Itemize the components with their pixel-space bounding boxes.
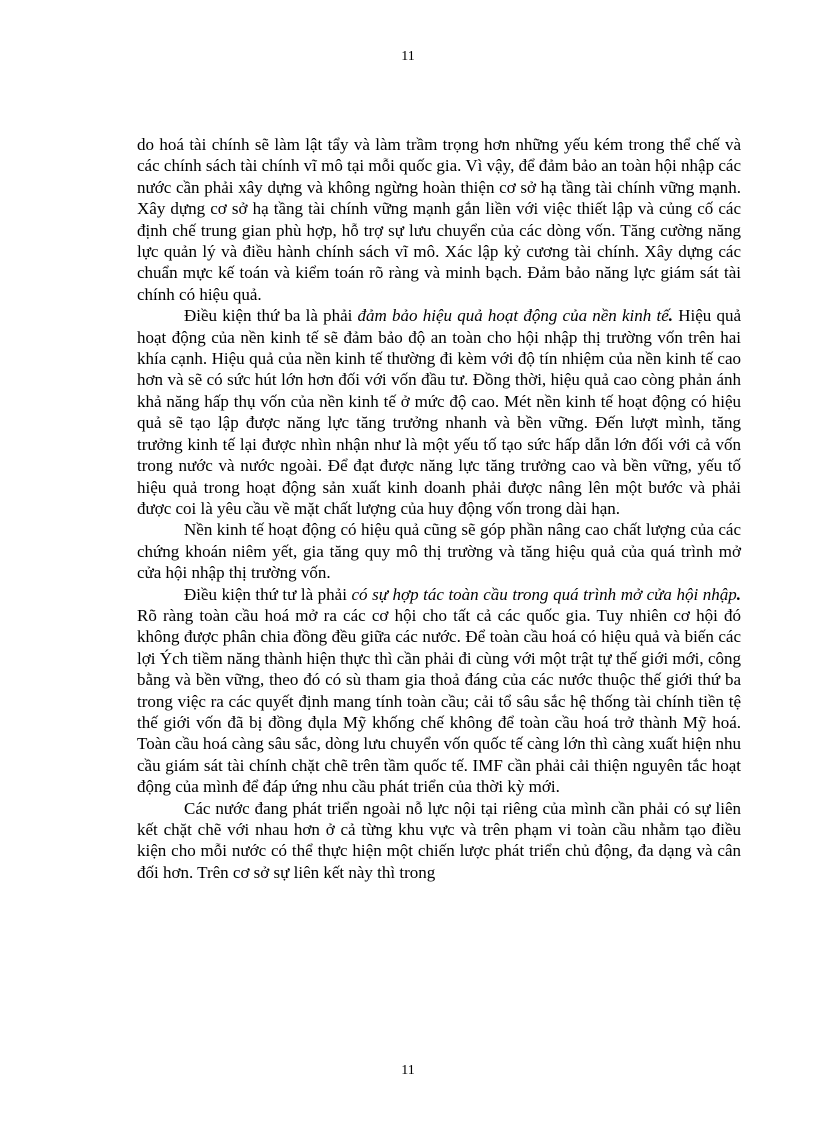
page-number-top: 11: [401, 49, 415, 64]
page-number-bottom: 11: [401, 1063, 415, 1078]
document-body: [137, 134, 741, 883]
paragraph-5: Các nước đang phát triển ngoài nỗ lực nội tại riêng của mình cần phải có sự liên kết chặt chẽ với nhau hơn ở cả từng khu vực và trên phạm vi toàn cầu nhằm tạo điều kiện cho mỗi nước có thể thực hiện một chiến lược phát triển chủ động, đa dạng và cân đối hơn. Trên cơ sở sự liên kết này thì trong: [137, 798, 741, 882]
paragraph-2: [137, 305, 741, 519]
paragraph-2-lead: Điều kiện thứ ba là phải: [184, 306, 358, 326]
paragraph-4-lead: Điều kiện thứ tư là phải: [184, 584, 352, 604]
paragraph-2-emphasis-period: .: [668, 306, 673, 326]
paragraph-3: Nền kinh tế hoạt động có hiệu quả cũng sẽ góp phần nâng cao chất lượng của các chứng khoán niêm yết, gia tăng quy mô thị trường và tăng hiệu quả của quá trình mở cửa hội nhập thị trường vốn.: [137, 520, 741, 583]
paragraph-2-emphasis: đảm bảo hiệu quả hoạt động của nền kinh tế: [357, 306, 669, 326]
paragraph-4-rest: Rõ ràng toàn cầu hoá mở ra các cơ hội cho tất cả các quốc gia. Tuy nhiên cơ hội đó không được phân chia đồng đều giữa các nước. Để toàn cầu hoá có hiệu quả và biến các lợi Ých tiềm năng thành hiện thực thì cần phải đi cùng với một trật tự thế giới mới, công bằng và bền vững, theo đó có sù tham gia thoả đáng của các nước thuộc thế giới thứ ba trong việc ra các quyết định mang tính toàn cầu; cải tổ sâu sắc hệ thống tài chính tiền tệ thế giới vốn đã bị đồng đụla Mỹ khống chế không để toàn cầu hoá trở thành Mỹ hoá. Toàn cầu hoá càng sâu sắc, dòng lưu chuyển vốn quốc tế càng lớn thì càng xuất hiện nhu cầu giám sát tài chính chặt chẽ trên tầm quốc tế. IMF cần phải cải thiện nguyên tắc hoạt động của mình để đáp ứng nhu cầu phát triển của thời kỳ mới.: [137, 605, 741, 797]
paragraph-2-rest: Hiệu quả hoạt động của nền kinh tế sẽ đảm bảo độ an toàn cho hội nhập thị trường vốn trên hai khía cạnh. Hiệu quả của nền kinh tế thường đi kèm với độ tín nhiệm của nền kinh tế cao hơn và sẽ có sức hút lớn hơn đối với vốn đầu tư. Đồng thời, hiệu quả cao còng phản ánh khả năng hấp thụ vốn của nền kinh tế ở mức độ cao. Mét nền kinh tế hoạt động có hiệu quả sẽ tạo lập được năng lực tăng trưởng nhanh và bền vững. Đến lượt mình, tăng trưởng kinh tế lại được nhìn nhận như là một yếu tố tạo sức hấp dẫn lớn đối với cả vốn trong nước và nước ngoài. Để đạt được năng lực tăng trưởng cao và bền vững, yếu tố hiệu quả trong hoạt động sản xuất kinh doanh phải được nâng lên một bước và phải được coi là yêu cầu về mặt chất lượng của huy động vốn trong dài hạn.: [137, 306, 741, 518]
paragraph-4-emphasis-period: .: [736, 584, 741, 604]
paragraph-1: do hoá tài chính sẽ làm lật tẩy và làm trầm trọng hơn những yếu kém trong thể chế và các chính sách tài chính vĩ mô tại mỗi quốc gia. Vì vậy, để đảm bảo an toàn hội nhập các nước cần phải xây dựng và không ngừng hoàn thiện cơ sở hạ tầng tài chính vững mạnh. Xây dựng cơ sở hạ tầng tài chính vững mạnh gắn liền với việc thiết lập và củng cố các định chế trung gian phù hợp, hỗ trợ sự lưu chuyển của các dòng vốn. Tăng cường năng lực quản lý và điều hành chính sách vĩ mô. Xác lập kỷ cương tài chính. Xây dựng các chuẩn mực kế toán và kiểm toán rõ ràng và minh bạch. Đảm bảo năng lực giám sát tài chính có hiệu quả.: [137, 135, 741, 304]
paragraph-4: [137, 584, 741, 798]
paragraph-4-emphasis: có sự hợp tác toàn cầu trong quá trình mở cửa hội nhập: [351, 584, 737, 604]
